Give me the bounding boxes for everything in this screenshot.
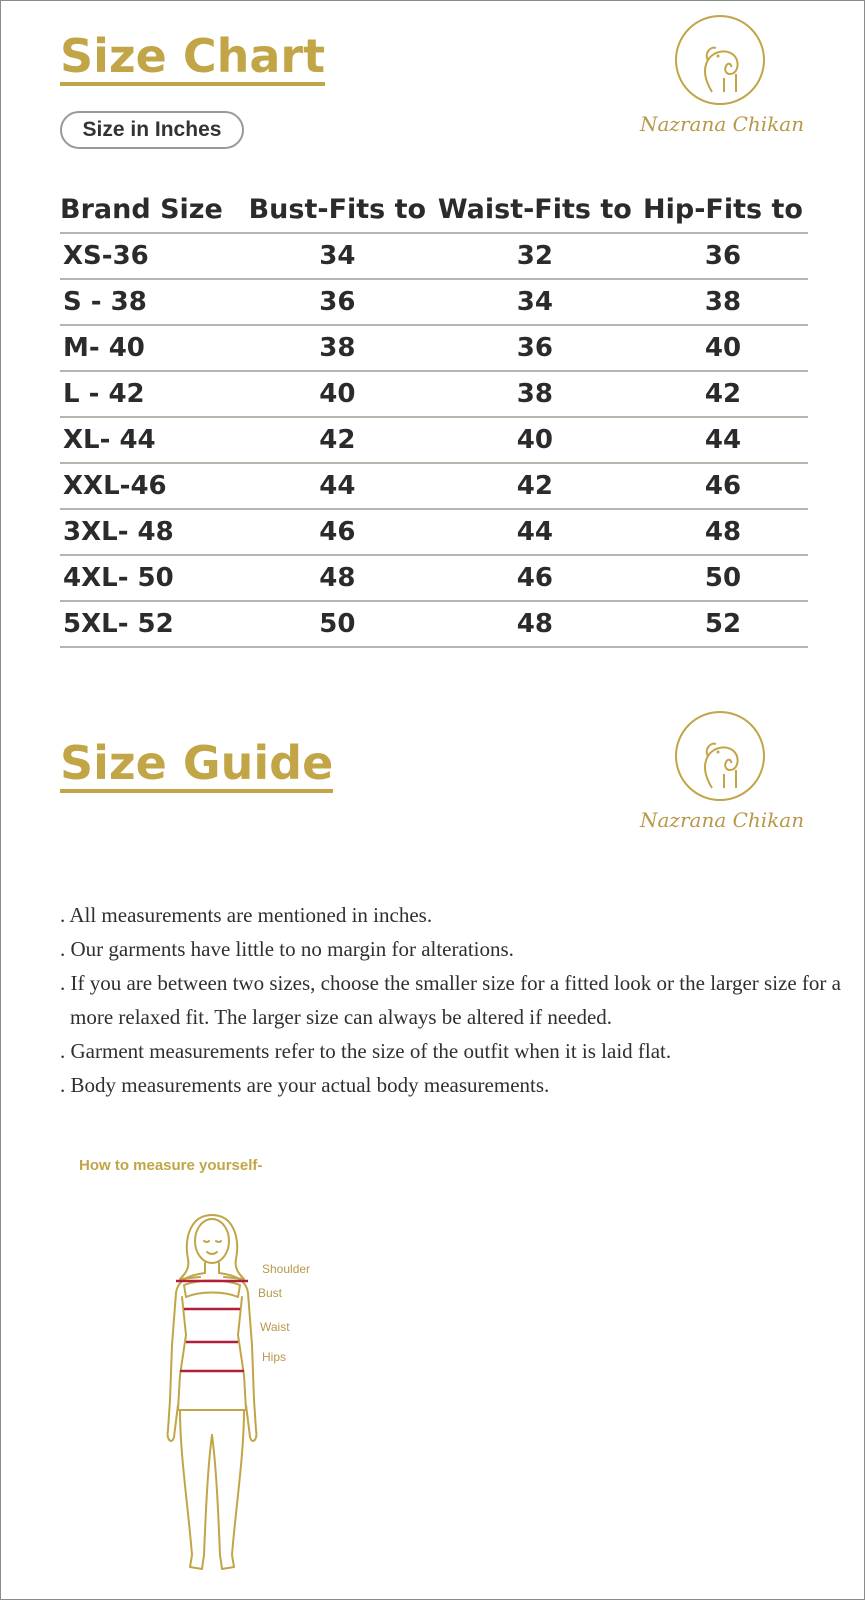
bust-cell: 34 [243,233,432,279]
brand-name-bottom: Nazrana Chikan [640,808,805,832]
brand-size-cell: XXL-46 [60,463,243,509]
brand-logo-bottom [640,708,805,832]
brand-size-cell: L - 42 [60,371,243,417]
hip-cell: 36 [638,233,808,279]
hip-cell: 50 [638,555,808,601]
waist-cell: 34 [432,279,638,325]
table-row [60,463,808,509]
size-table [60,186,808,648]
list-item: . Body measurements are your actual body measurements. [60,1073,550,1097]
hip-cell: 48 [638,509,808,555]
body-measurement-figure [150,1205,350,1585]
waist-cell: 46 [432,555,638,601]
col-hip: Hip-Fits to [638,186,808,233]
waist-cell: 32 [432,233,638,279]
hip-cell: 52 [638,601,808,647]
size-table-header [60,186,808,233]
hip-cell: 38 [638,279,808,325]
table-row [60,601,808,647]
bust-cell: 44 [243,463,432,509]
brand-name-top: Nazrana Chikan [640,112,805,136]
elephant-logo-icon [672,12,768,108]
brand-logo-top [640,12,805,136]
waist-cell: 36 [432,325,638,371]
bust-cell: 36 [243,279,432,325]
woman-outline-icon [168,1215,257,1569]
col-brand-size: Brand Size [60,186,243,233]
brand-size-cell: XL- 44 [60,417,243,463]
list-item: . Our garments have little to no margin for alterations. [60,937,514,961]
label-hips: Hips [262,1350,287,1364]
table-row [60,417,808,463]
waist-cell: 42 [432,463,638,509]
size-unit-badge: Size in Inches [60,111,244,149]
table-row [60,325,808,371]
list-item: . Garment measurements refer to the size of the outfit when it is laid flat. [60,1039,672,1063]
elephant-logo-icon [672,708,768,804]
measurement-lines [176,1281,248,1371]
col-waist: Waist-Fits to [432,186,638,233]
list-item: . If you are between two sizes, choose the smaller size for a fitted look or the larger size for a more relaxed fit. The larger size can always be altered if needed. [60,971,841,1029]
label-waist: Waist [260,1320,290,1334]
waist-cell: 44 [432,509,638,555]
waist-cell: 48 [432,601,638,647]
size-chart-title: Size Chart [60,30,325,86]
waist-cell: 40 [432,417,638,463]
brand-size-cell: S - 38 [60,279,243,325]
bust-cell: 42 [243,417,432,463]
table-row [60,233,808,279]
brand-size-cell: 5XL- 52 [60,601,243,647]
brand-size-cell: 4XL- 50 [60,555,243,601]
bust-cell: 48 [243,555,432,601]
bust-cell: 40 [243,371,432,417]
table-row [60,555,808,601]
brand-size-cell: M- 40 [60,325,243,371]
size-guide-notes [60,898,850,1102]
measure-title: How to measure yourself- [79,1157,263,1174]
col-bust: Bust-Fits to [243,186,432,233]
table-row [60,509,808,555]
waist-cell: 38 [432,371,638,417]
brand-size-cell: 3XL- 48 [60,509,243,555]
table-row [60,371,808,417]
hip-cell: 40 [638,325,808,371]
label-shoulder: Shoulder [262,1262,311,1276]
hip-cell: 42 [638,371,808,417]
hip-cell: 44 [638,417,808,463]
list-item: . All measurements are mentioned in inches. [60,903,433,927]
hip-cell: 46 [638,463,808,509]
bust-cell: 50 [243,601,432,647]
brand-size-cell: XS-36 [60,233,243,279]
table-row [60,279,808,325]
bust-cell: 38 [243,325,432,371]
size-guide-title: Size Guide [60,737,333,793]
bust-cell: 46 [243,509,432,555]
label-bust: Bust [258,1286,283,1300]
